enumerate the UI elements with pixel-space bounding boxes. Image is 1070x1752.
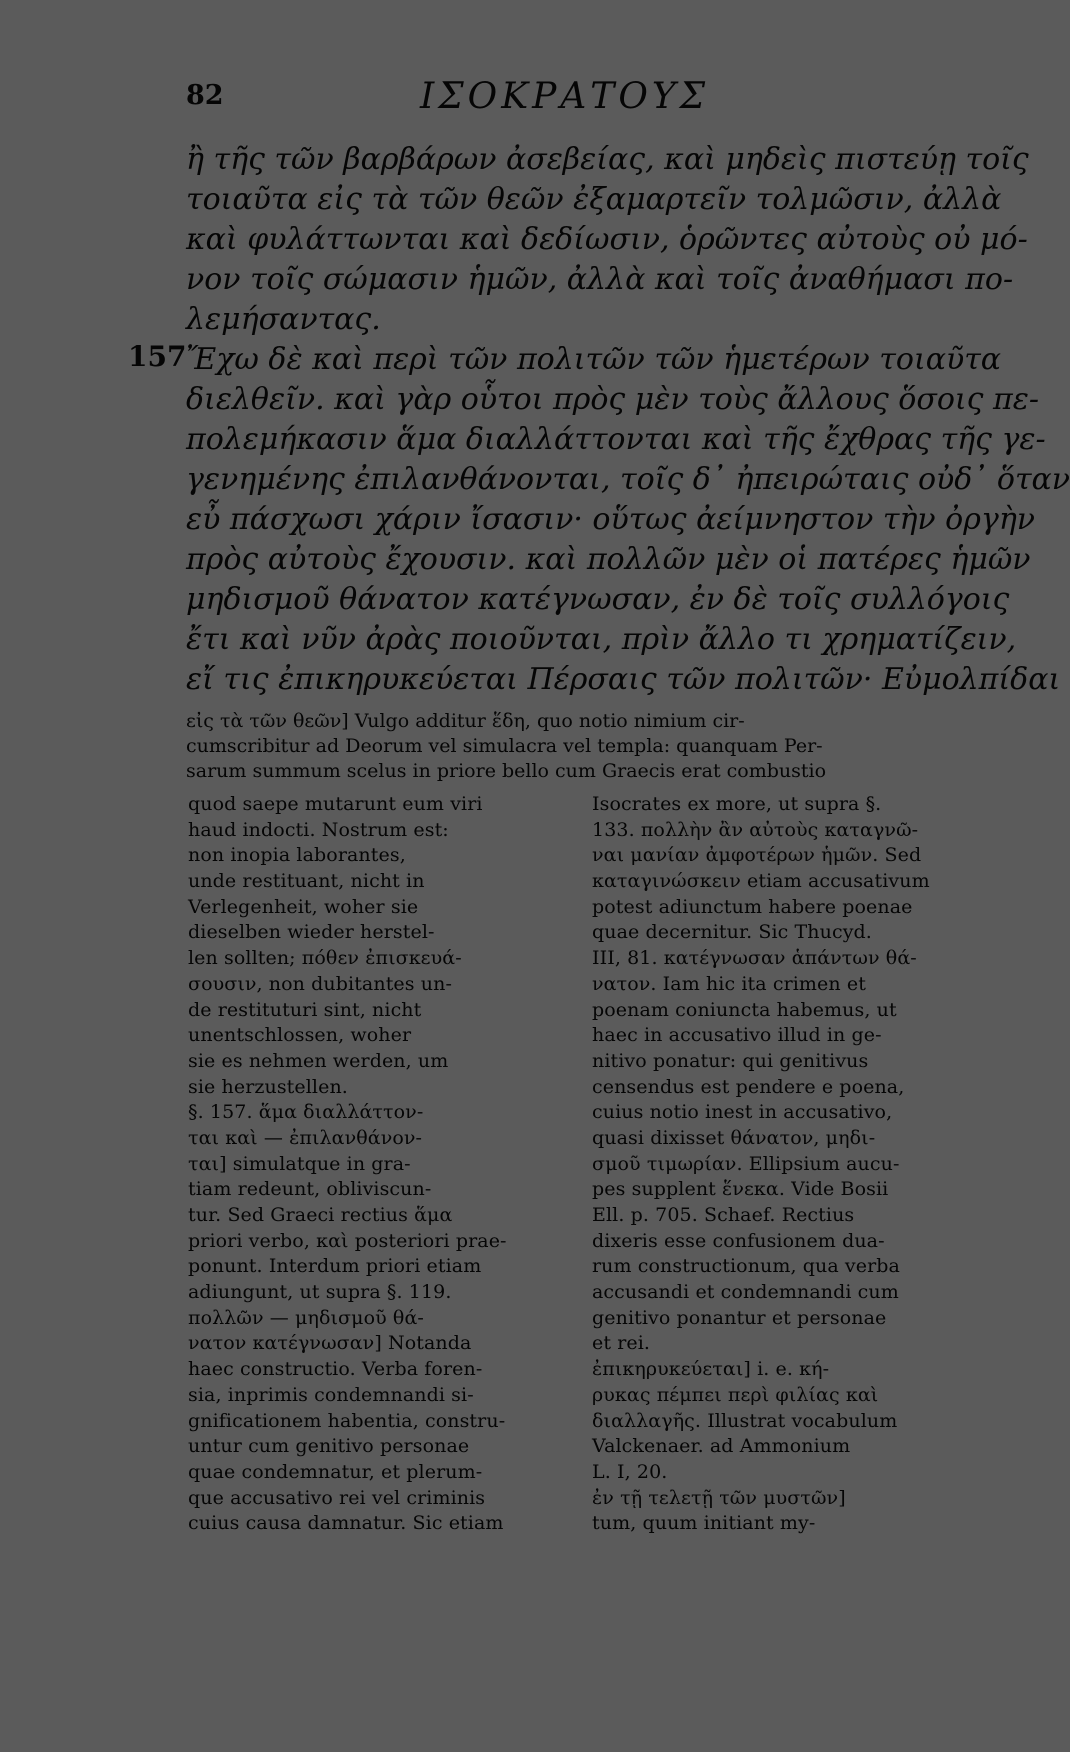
note-line: tur. Sed Graeci rectius ἅμα bbox=[188, 1204, 453, 1226]
note-line: haec in accusativo illud in ge- bbox=[592, 1024, 882, 1047]
note-line: σμοῦ τιμωρίαν. Ellipsium aucu- bbox=[592, 1152, 900, 1175]
note-line: Isocrates ex more, ut supra §. bbox=[592, 793, 882, 815]
note-line: non inopia laborantes, bbox=[188, 844, 406, 867]
note-line: ἐν τῇ τελετῇ τῶν μυστῶν] bbox=[592, 1486, 846, 1509]
note-line: L. I, 20. bbox=[592, 1460, 668, 1483]
note-line: 133. πολλὴν ἂν αὐτοὺς καταγνῶ- bbox=[592, 818, 919, 841]
section-marker: 157 bbox=[128, 340, 187, 373]
note-line: III, 81. κατέγνωσαν ἁπάντων θά- bbox=[592, 947, 917, 970]
note-line: quod saepe mutarunt eum viri bbox=[188, 793, 483, 815]
note-line: sie herzustellen. bbox=[188, 1075, 348, 1098]
note-line: accusandi et condemnandi cum bbox=[592, 1281, 899, 1304]
note-line: cuius causa damnatur. Sic etiam bbox=[188, 1512, 504, 1535]
note-line: εἰς τὰ τῶν θεῶν] Vulgo additur ἕδη, quo notio nimium cir- bbox=[186, 710, 745, 732]
note-line: censendus est pendere e poena, bbox=[592, 1075, 905, 1098]
note-line: de restituturi sint, nicht bbox=[188, 998, 422, 1021]
text-line: εὖ πάσχωσι χάριν ἴσασιν· οὕτως ἀείμνηστον τὴν ὀργὴν bbox=[186, 502, 1036, 537]
note-line: unentschlossen, woher bbox=[188, 1024, 412, 1047]
footnote-left-column bbox=[188, 792, 556, 1537]
note-line: et rei. bbox=[592, 1332, 651, 1355]
note-line: cumscribitur ad Deorum vel simulacra vel templa: quanquam Per- bbox=[186, 735, 823, 757]
note-line: haud indocti. Nostrum est: bbox=[188, 818, 449, 841]
note-line: ται καὶ — ἐπιλανθάνον- bbox=[188, 1126, 423, 1149]
note-line: quae condemnatur, et plerum- bbox=[188, 1460, 483, 1483]
note-line: tum, quum initiant my- bbox=[592, 1512, 816, 1535]
note-line: ναι μανίαν ἀμφοτέρων ἡμῶν. Sed bbox=[592, 844, 922, 867]
note-line: cuius notio inest in accusativo, bbox=[592, 1101, 893, 1124]
running-head: ΙΣΟΚΡΑΤΟΥΣ bbox=[420, 76, 710, 117]
note-line: ponunt. Interdum priori etiam bbox=[188, 1255, 482, 1278]
note-line: dieselben wieder herstel- bbox=[188, 921, 435, 944]
text-line: ἔτι καὶ νῦν ἀρὰς ποιοῦνται, πρὶν ἄλλο τι χρηματίζειν, bbox=[186, 622, 1017, 657]
note-line: len sollten; πόθεν ἐπισκευά- bbox=[188, 947, 462, 970]
note-line: genitivo ponantur et personae bbox=[592, 1306, 887, 1329]
note-line: dixeris esse confusionem dua- bbox=[592, 1229, 885, 1252]
page-number: 82 bbox=[186, 80, 224, 111]
footnote-full-width bbox=[186, 709, 966, 784]
text-line: τοιαῦτα εἰς τὰ τῶν θεῶν ἐξαμαρτεῖν τολμῶσιν, ἀλλὰ bbox=[186, 182, 1002, 217]
text-line: γενημένης ἐπιλανθάνονται, τοῖς δ᾽ ἠπειρώταις οὐδ᾽ ὅταν bbox=[186, 462, 1070, 497]
note-line: poenam coniuncta habemus, ut bbox=[592, 998, 897, 1021]
note-line: Verlegenheit, woher sie bbox=[188, 895, 419, 918]
note-line: tiam redeunt, obliviscun- bbox=[188, 1178, 432, 1201]
note-line: rum constructionum, qua verba bbox=[592, 1255, 900, 1278]
note-line: priori verbo, καὶ posteriori prae- bbox=[188, 1229, 507, 1252]
note-line: διαλλαγῆς. Illustrat vocabulum bbox=[592, 1409, 898, 1432]
note-line: quae decernitur. Sic Thucyd. bbox=[592, 921, 872, 944]
text-line: εἴ τις ἐπικηρυκεύεται Πέρσαις τῶν πολιτῶν· Εὐμολπίδαι bbox=[186, 662, 1061, 697]
note-line: νατον. Iam hic ita crimen et bbox=[592, 972, 866, 995]
note-line: haec constructio. Verba foren- bbox=[188, 1358, 483, 1381]
note-line: sia, inprimis condemnandi si- bbox=[188, 1383, 474, 1406]
note-line: que accusativo rei vel criminis bbox=[188, 1486, 486, 1509]
note-line: potest adiunctum habere poenae bbox=[592, 895, 913, 918]
text-line: καὶ φυλάττωνται καὶ δεδίωσιν, ὁρῶντες αὐτοὺς οὐ μό- bbox=[186, 222, 1028, 257]
note-line: Valckenaer. ad Ammonium bbox=[592, 1435, 851, 1458]
text-line: πρὸς αὐτοὺς ἔχουσιν. καὶ πολλῶν μὲν οἱ πατέρες ἡμῶν bbox=[186, 542, 1031, 577]
note-line: gnificationem habentia, constru- bbox=[188, 1409, 506, 1432]
note-line: ται] simulatque in gra- bbox=[188, 1152, 411, 1175]
main-text bbox=[186, 140, 1070, 700]
note-line: ρυκας πέμπει περὶ φιλίας καὶ bbox=[592, 1383, 879, 1406]
note-line: ἐπικηρυκεύεται] i. e. κή- bbox=[592, 1358, 830, 1381]
note-line: pes supplent ἕνεκα. Vide Bosii bbox=[592, 1178, 889, 1201]
note-line: sie es nehmen werden, um bbox=[188, 1049, 449, 1072]
note-line: §. 157. ἅμα διαλλάττον- bbox=[188, 1101, 424, 1124]
note-line: untur cum genitivo personae bbox=[188, 1435, 470, 1458]
note-line: πολλῶν — μηδισμοῦ θά- bbox=[188, 1306, 424, 1329]
text-line: λεμήσαντας. bbox=[186, 302, 381, 337]
note-line: σουσιν, non dubitantes un- bbox=[188, 972, 452, 995]
text-line: Ἔχω δὲ καὶ περὶ τῶν πολιτῶν τῶν ἡμετέρων τοιαῦτα bbox=[186, 342, 1002, 377]
note-line: νατον κατέγνωσαν] Notanda bbox=[188, 1332, 472, 1355]
text-line: ἢ τῆς τῶν βαρβάρων ἀσεβείας, καὶ μηδεὶς πιστεύῃ τοῖς bbox=[186, 142, 1029, 177]
text-line: πολεμήκασιν ἅμα διαλλάττονται καὶ τῆς ἔχθρας τῆς γε- bbox=[186, 422, 1046, 457]
note-line: adiungunt, ut supra §. 119. bbox=[188, 1281, 452, 1304]
text-line: μηδισμοῦ θάνατον κατέγνωσαν, ἐν δὲ τοῖς συλλόγοις bbox=[186, 582, 1010, 617]
footnote-right-column bbox=[592, 792, 967, 1537]
note-line: nitivo ponatur: qui genitivus bbox=[592, 1049, 869, 1072]
note-line: Ell. p. 705. Schaef. Rectius bbox=[592, 1204, 855, 1226]
note-line: sarum summum scelus in priore bello cum Graecis erat combustio bbox=[186, 760, 827, 782]
note-line: quasi dixisset θάνατον, μηδι- bbox=[592, 1126, 876, 1149]
text-line: νον τοῖς σώμασιν ἡμῶν, ἀλλὰ καὶ τοῖς ἀναθήμασι πο- bbox=[186, 262, 1014, 297]
text-line: διελθεῖν. καὶ γὰρ οὗτοι πρὸς μὲν τοὺς ἄλλους ὅσοις πε- bbox=[186, 382, 1039, 417]
note-line: unde restituant, nicht in bbox=[188, 870, 425, 893]
note-line: καταγινώσκειν etiam accusativum bbox=[592, 870, 930, 893]
